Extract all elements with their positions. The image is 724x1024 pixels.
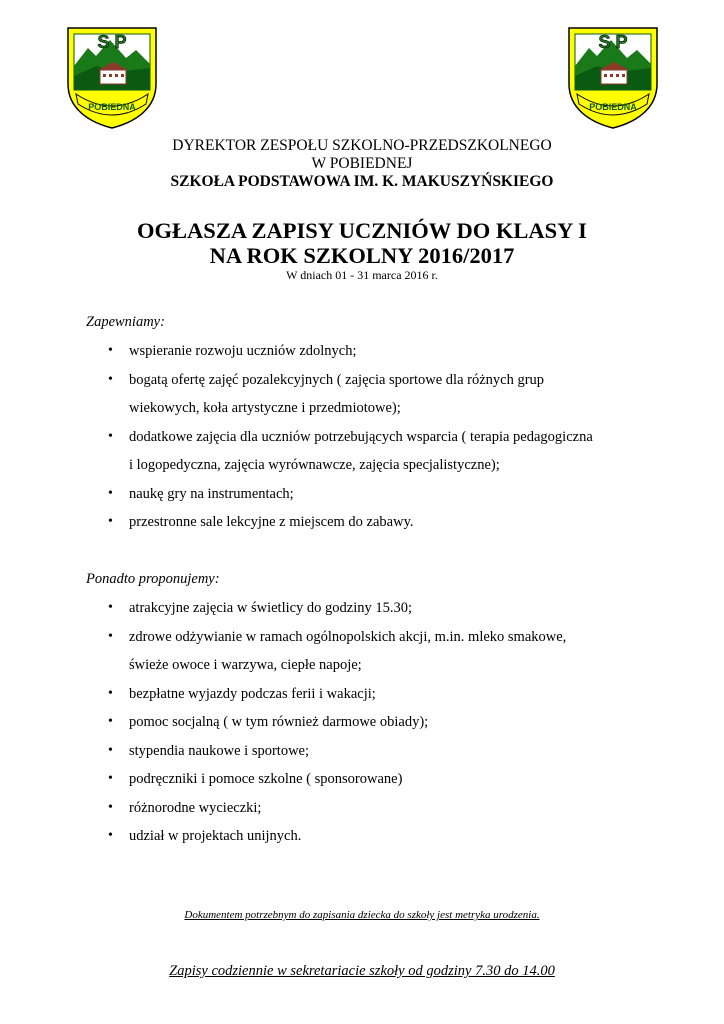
bullet-icon: • (108, 742, 113, 758)
list-item-text: przestronne sale lekcyjne z miejscem do zabawy. (129, 514, 414, 530)
document-title (0, 218, 724, 282)
list-item-text: bezpłatne wyjazdy podczas ferii i wakacji; (129, 685, 376, 702)
list-item (86, 508, 686, 537)
bullet-icon: • (108, 799, 113, 815)
logo-letters: S P (598, 32, 628, 52)
list-item (86, 366, 686, 423)
section-label: Zapewniamy: (86, 314, 165, 330)
required-documents-note: Dokumentem potrzebnym do zapisania dziecka do szkoły jest metryka urodzenia. (184, 909, 540, 921)
bullet-icon: • (108, 343, 113, 358)
list-item (86, 737, 686, 766)
list-item-text: wspieranie rozwoju uczniów zdolnych; (129, 343, 357, 359)
list-item (86, 480, 686, 509)
bullet-icon: • (108, 685, 113, 701)
bullet-icon: • (108, 514, 113, 529)
list-item-text: atrakcyjne zajęcia w świetlicy do godziny 15.30; (129, 600, 413, 616)
school-logo-left (66, 26, 158, 130)
list-item-continuation: wiekowych, koła artystyczne i przedmiotowe); (129, 400, 401, 416)
list-item-text: udział w projektach unijnych. (129, 828, 302, 844)
section-label: Ponadto proponujemy: (86, 571, 220, 587)
bullet-icon: • (108, 828, 113, 843)
list-item-continuation: i logopedyczna, zajęcia wyrównawcze, zajęcia specjalistyczne); (129, 457, 500, 473)
bullet-list (86, 594, 686, 851)
list-item-text: naukę gry na instrumentach; (129, 485, 294, 502)
list-item (86, 765, 686, 794)
list-item (86, 680, 686, 709)
list-item-text: stypendia naukowe i sportowe; (129, 742, 310, 759)
list-item (86, 623, 686, 680)
list-item (86, 822, 686, 851)
section-ponadto (86, 571, 686, 851)
list-item (86, 794, 686, 823)
bullet-icon: • (108, 628, 113, 644)
bullet-list (86, 337, 686, 537)
bullet-icon: • (108, 714, 113, 729)
header-school-name: SZKOŁA PODSTAWOWA IM. K. MAKUSZYŃSKIEGO (170, 173, 554, 190)
document-header (0, 137, 724, 191)
bullet-icon: • (108, 428, 113, 444)
list-item-text: zdrowe odżywianie w ramach ogólnopolskich akcji, m.in. mleko smakowe, (129, 628, 567, 645)
list-item-text: bogatą ofertę zajęć pozalekcyjnych ( zajęcia sportowe dla różnych grup (129, 371, 545, 388)
title-line-2: NA ROK SZKOLNY 2016/2017 (209, 243, 515, 268)
list-item-text: podręczniki i pomoce szkolne ( sponsorowane) (129, 771, 403, 787)
bullet-icon: • (108, 485, 113, 501)
list-item-text: różnorodne wycieczki; (129, 799, 262, 816)
list-item (86, 337, 686, 366)
school-logo-right (567, 26, 659, 130)
list-item (86, 423, 686, 480)
list-item-text: dodatkowe zajęcia dla uczniów potrzebujących wsparcia ( terapia pedagogiczna (129, 428, 593, 445)
logo-letters: S P (97, 32, 127, 52)
list-item (86, 708, 686, 737)
header-line-1: DYREKTOR ZESPOŁU SZKOLNO-PRZEDSZKOLNEGO (172, 137, 552, 154)
logo-banner: POBIEDNA (88, 102, 136, 112)
list-item-text: pomoc socjalną ( w tym również darmowe obiady); (129, 714, 429, 730)
list-item (86, 594, 686, 623)
section-zapewniamy (86, 314, 686, 537)
list-item-continuation: świeże owoce i warzywa, ciepłe napoje; (129, 657, 362, 673)
bullet-icon: • (108, 600, 113, 615)
title-line-1: OGŁASZA ZAPISY UCZNIÓW DO KLASY I (137, 218, 587, 243)
office-hours-footer: Zapisy codziennie w sekretariacie szkoły od godziny 7.30 do 14.00 (169, 963, 555, 979)
logo-banner: POBIEDNA (589, 102, 637, 112)
bullet-icon: • (108, 771, 113, 786)
enrollment-dates: W dniach 01 - 31 marca 2016 r. (286, 268, 438, 282)
header-line-2: W POBIEDNEJ (311, 155, 413, 172)
bullet-icon: • (108, 371, 113, 387)
